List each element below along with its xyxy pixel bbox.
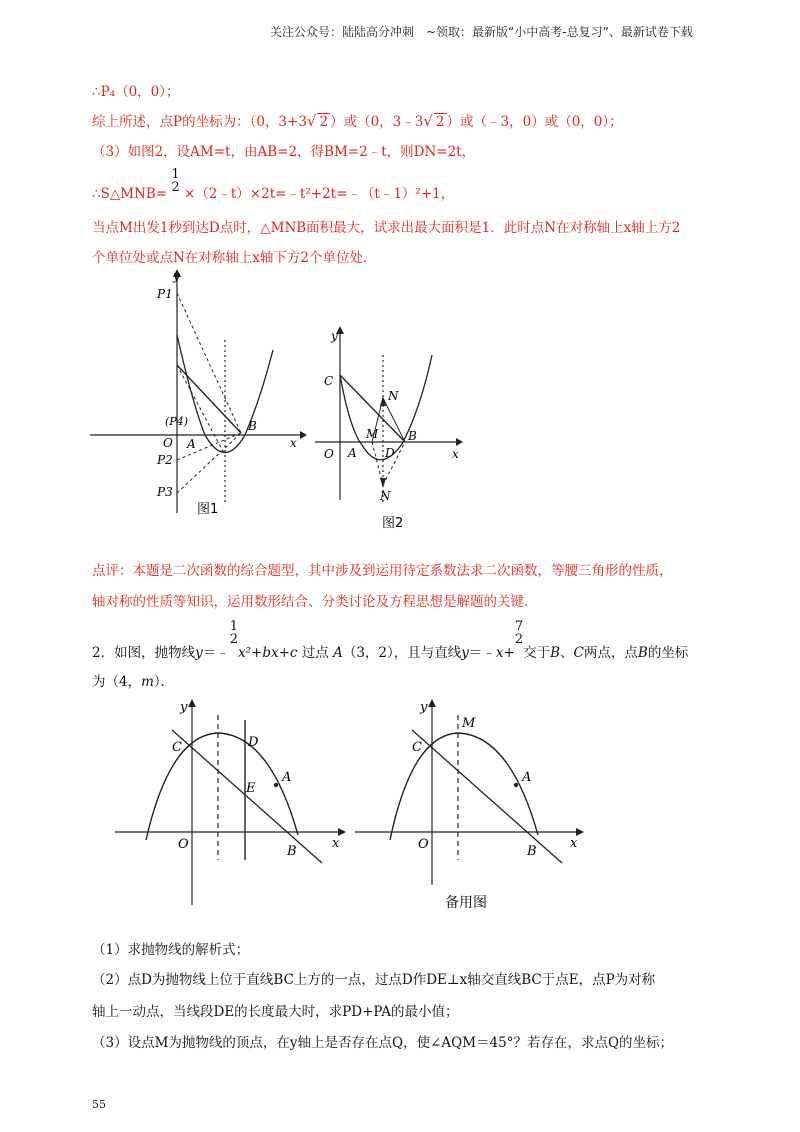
fig1-x-label: x (290, 436, 297, 450)
fig1-origin-label: O (163, 436, 173, 450)
p2-sep: 、 (560, 644, 574, 661)
fig2-d-label: D (385, 446, 395, 460)
page-header: 关注公众号：陆陆高分冲刺 ~领取：最新版“小中高考-总复习”、最新试卷下载 (270, 25, 693, 39)
p2-eq2: ＝﹣ (468, 644, 496, 661)
fig3-d-label: D (248, 735, 259, 750)
figure-3 (110, 695, 350, 915)
p2-frac2-num: 7 (514, 619, 524, 634)
question-3: （3）设点M为抛物线的顶点，在y轴上是否存在点Q，使∠AQM＝45°？若存在，求点Q的坐标； (92, 1035, 674, 1051)
p2-poly: x²+bx+c (238, 644, 298, 661)
fig4-c-label: C (412, 740, 422, 755)
p2-frac1-den: 2 (229, 632, 239, 647)
part3-line: （3）如图2，设AM=t，由AB=2，得BM=2﹣t，则DN=2t， (92, 144, 476, 160)
figure-4 (350, 695, 590, 920)
page-number: 55 (92, 1098, 106, 1111)
p4-line: ∴P₄（0，0）； (92, 84, 180, 100)
conclusion-line-1: 当点M出发1秒到达D点时，△MNB面积最大，试求出最大面积是1．此时点N在对称轴上x轴上方2 (92, 220, 681, 236)
area-frac-num: 1 (171, 167, 180, 182)
question-2-line-2: 轴上一动点，当线段DE的长度最大时，求PD+PA的最小值； (92, 1004, 459, 1020)
line-c-vertex (177, 365, 225, 455)
figure-2 (310, 320, 470, 535)
p2-frac1 (230, 620, 238, 646)
p2-frac2 (515, 620, 523, 646)
fig1-p1-label: P1 (157, 287, 173, 301)
fig1-caption: 图1 (197, 502, 219, 517)
fig4-m-label: M (462, 716, 476, 731)
x-axis-arrow (456, 438, 463, 446)
n-arrow-up (380, 396, 386, 406)
n-arrow-down (380, 478, 386, 488)
point-a-dot (514, 783, 518, 787)
fig1-y-label: y (173, 269, 180, 283)
area-line (92, 168, 454, 202)
fig4-a-label: A (522, 770, 532, 785)
fig2-x-label: x (452, 447, 459, 461)
sqrt-sign-2: √ (423, 112, 433, 130)
summary-prefix: 综上所述，点P的坐标为：（0，3+3 (92, 114, 307, 130)
p2-y2: y (461, 644, 469, 661)
p2-through: 过点 (297, 644, 334, 661)
fig3-c-label: C (172, 740, 182, 755)
line-bc (172, 730, 322, 863)
sqrt-sign: √ (306, 112, 317, 130)
fig2-origin-label: O (324, 447, 334, 461)
fig2-b-label: B (408, 429, 417, 443)
point-a-dot (274, 783, 278, 787)
line-bc (412, 730, 562, 863)
p2-eq1: ＝﹣ (202, 644, 230, 661)
summary-line (92, 110, 623, 130)
fig2-c-label: C (324, 374, 334, 388)
fig2-n-bottom-label: N (380, 489, 391, 503)
summary-radicand-2: 2 (435, 114, 445, 130)
p2-frac1-num: 1 (229, 619, 239, 634)
summary-mid: ）或（0，3﹣3 (330, 114, 424, 130)
x-axis-arrow (576, 828, 584, 836)
problem2-line-1 (92, 619, 689, 661)
p2-tail: 两点，点 (583, 644, 638, 661)
problem2-line-2 (92, 670, 174, 690)
fig3-x-label: x (332, 836, 340, 851)
fig3-a-label: A (282, 770, 292, 785)
conclusion-line-2: 个单位处或点N在对称轴上x轴下方2个单位处． (92, 250, 377, 266)
fig3-b-label: B (287, 844, 297, 859)
fig3-origin-label: O (178, 837, 189, 852)
summary-radicand-1: 2 (319, 114, 329, 130)
fig4-y-label: y (420, 700, 428, 715)
p2-frac2-den: 2 (514, 632, 524, 647)
parabola (340, 355, 432, 460)
x-axis-arrow (300, 431, 307, 439)
comment-line-2: 轴对称的性质等知识，运用数形结合、分类讨论及方程思想是解题的关键． (92, 594, 538, 610)
p2-line2-prefix: 为（4， (92, 674, 142, 690)
area-fraction (171, 168, 179, 194)
x-axis-arrow (338, 828, 346, 836)
y-axis-arrow (428, 699, 436, 707)
fig2-a-label: A (348, 446, 357, 460)
fig4-origin-label: O (418, 837, 429, 852)
p2-point-a: A (333, 644, 343, 661)
p2-m: m (141, 674, 154, 690)
area-suffix: ×（2﹣t）×2t=﹣t²+2t=﹣（t﹣1）²+1， (183, 185, 455, 202)
p2-b2: B (637, 644, 648, 661)
p2-plus: + (503, 644, 515, 661)
p2-b: B (550, 644, 561, 661)
summary-suffix: ）或（﹣3，0）或（0，0）； (446, 114, 623, 130)
y-axis-arrow (188, 699, 196, 707)
fig4-b-label: B (527, 844, 537, 859)
p2-y: y (195, 644, 203, 661)
p2-intersect: 交于 (523, 644, 551, 661)
fig4-x-label: x (570, 836, 578, 851)
fig3-y-label: y (180, 700, 188, 715)
fig1-b-label: B (248, 419, 257, 433)
p2-point-a-coords: （3，2），且与直线 (342, 644, 462, 661)
fig2-m-label: M (366, 427, 379, 441)
p2-line2-suffix: ）． (153, 674, 175, 690)
fig1-p2-label: P2 (157, 453, 173, 467)
fig1-p3-label: P3 (157, 485, 173, 499)
p2-c: C (573, 644, 584, 661)
comment-line-1: 点评：本题是二次函数的综合题型，其中涉及到运用待定系数法求二次函数，等腰三角形的性质， (92, 563, 673, 579)
p2-number: 2．如图，抛物线 (92, 644, 196, 661)
p2-tail2: 的坐标 (647, 644, 689, 661)
p2-line-x: x (495, 644, 504, 661)
fig3-e-label: E (246, 781, 256, 796)
line-p1b (177, 293, 241, 433)
fig1-p4-label: (P4) (165, 415, 188, 428)
fig2-n-top-label: N (388, 389, 399, 403)
fig4-caption: 备用图 (445, 895, 487, 911)
fig1-a-label: A (187, 437, 196, 451)
area-frac-den: 2 (171, 180, 180, 195)
figure-1 (85, 265, 315, 525)
fig2-y-label: y (331, 329, 338, 343)
question-1: （1）求抛物线的解析式； (92, 942, 250, 958)
fig2-caption: 图2 (382, 516, 404, 531)
line-nb-top (383, 398, 405, 442)
area-prefix: ∴S△MNB= (92, 185, 168, 202)
question-2-line-1: （2）点D为抛物线上位于直线BC上方的一点，过点D作DE⊥x轴交直线BC于点E，点P为对称 (92, 972, 656, 988)
